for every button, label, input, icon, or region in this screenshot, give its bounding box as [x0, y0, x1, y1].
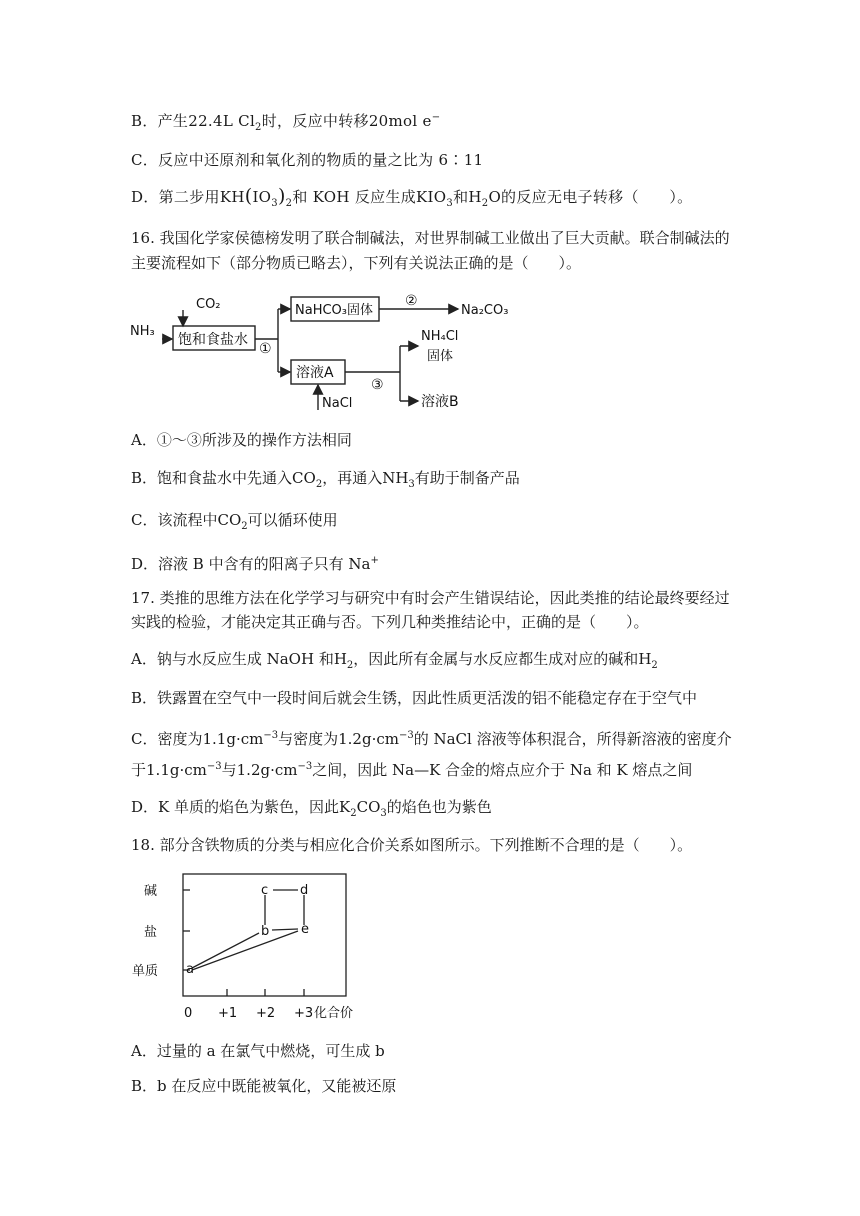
q18-option-b: B．b 在反应中既能被氧化，又能被还原 [131, 1077, 397, 1095]
text: 与密度为 [278, 730, 339, 748]
subscript: 2 [255, 122, 262, 133]
x-label-3: +3 [294, 1006, 314, 1021]
text: A．钠与水反应生成 NaOH 和 [131, 650, 334, 668]
q18-valence-chart [128, 872, 368, 1027]
solid-label: 固体 [427, 349, 454, 364]
text: 的反应无电子转移（ ）。 [501, 188, 693, 206]
density: 1.2g·cm [338, 730, 399, 748]
superscript: −3 [263, 730, 279, 741]
x-label-0: 0 [184, 1006, 193, 1021]
x-label-1: +1 [218, 1006, 238, 1021]
na2co3-label: Na₂CO₃ [461, 303, 509, 318]
text: 22.4L [188, 112, 234, 130]
q16-stem-line2: 主要流程如下（部分物质已略去），下列有关说法正确的是（ ）。 [131, 254, 582, 272]
subscript: 2 [285, 198, 293, 209]
text: 20mol e [368, 112, 432, 130]
subscript: 3 [271, 198, 278, 209]
formula: H [333, 650, 347, 668]
q16-option-b [131, 468, 520, 495]
q18-option-a: A．过量的 a 在氯气中燃烧，可生成 b [131, 1042, 385, 1060]
q17-option-c-line1 [131, 726, 732, 749]
text: 的焰色也为紫色 [386, 798, 492, 816]
text: C．密度为 [131, 730, 203, 748]
a-b-line [192, 933, 259, 968]
b-e-line [272, 929, 298, 930]
text: ，因此所有金属与水反应都生成对应的碱和 [353, 650, 639, 668]
point-a: a [186, 962, 194, 977]
q16-stem-line1: 16. 我国化学家侯德榜发明了联合制碱法，对世界制碱工业做出了巨大贡献。联合制碱法的 [131, 229, 730, 247]
solB-label: 溶液B [421, 394, 459, 410]
q15-option-c: C．反应中还原剂和氧化剂的物质的量之比为 6∶11 [131, 151, 484, 169]
x-axis-title: 化合价 [314, 1006, 354, 1021]
q16-option-d [131, 551, 379, 574]
text: 可以循环使用 [247, 511, 338, 529]
formula: Cl [238, 112, 256, 130]
density: 1.2g·cm [236, 761, 298, 779]
a-e-line [192, 931, 298, 970]
point-d: d [300, 883, 309, 898]
text: B．饱和食盐水中先通入 [131, 469, 293, 487]
q17-option-c-line2 [131, 757, 692, 780]
q16-option-c [131, 510, 338, 537]
y-label-element: 单质 [132, 964, 159, 979]
subscript: 3 [408, 479, 415, 490]
formula: CO [356, 798, 381, 816]
text: 和 KOH 反应生成 [292, 188, 417, 206]
nh3-label: NH₃ [130, 324, 155, 339]
q17-stem-line2: 实践的检验，才能决定其正确与否。下列几种类推结论中，正确的是（ ）。 [131, 613, 649, 631]
subscript: 3 [446, 198, 454, 209]
subscript: 2 [651, 660, 658, 671]
superscript: −3 [297, 761, 313, 772]
subscript: 2 [350, 808, 357, 819]
text: C．该流程中 [131, 511, 218, 529]
nacl-label: NaCl [322, 396, 353, 411]
text: 于 [131, 761, 147, 779]
superscript: + [370, 555, 379, 566]
text: B．产生 [131, 112, 189, 130]
q17-option-d [131, 797, 492, 824]
density: 1.1g·cm [202, 730, 264, 748]
q15-option-b [131, 108, 440, 138]
subscript: 2 [315, 479, 323, 490]
step1-label: ① [259, 341, 272, 357]
q16-option-a: A．①～③所涉及的操作方法相同 [131, 431, 352, 449]
point-e: e [301, 922, 309, 937]
step3-label: ③ [371, 377, 384, 393]
q17-option-a [131, 649, 658, 676]
q16-flow-diagram [128, 288, 509, 420]
formula: KH [219, 188, 245, 206]
superscript: − [431, 112, 441, 123]
formula: KIO [416, 188, 447, 206]
text: D．溶液 B 中含有的阳离子只有 Na [131, 555, 371, 573]
nh4cl-label: NH₄Cl [421, 329, 459, 344]
nahco3-label: NaHCO₃固体 [295, 303, 373, 318]
density: 1.1g·cm [146, 761, 207, 779]
q17-stem-line1: 17. 类推的思维方法在化学学习与研究中有时会产生错误结论，因此类推的结论最终要经过 [131, 589, 730, 607]
paren: ) [277, 185, 286, 207]
formula: H [468, 188, 482, 206]
step2-label: ② [405, 293, 418, 309]
text: 和 [453, 188, 469, 206]
text: ，再通入 [322, 469, 383, 487]
q15-option-d [131, 186, 692, 214]
point-b: b [261, 924, 270, 939]
formula: H [638, 650, 652, 668]
formula: CO [292, 469, 316, 487]
superscript: −3 [398, 730, 414, 741]
co2-label: CO₂ [196, 297, 221, 312]
formula: NH [382, 469, 409, 487]
formula: CO [217, 511, 242, 529]
y-label-salt: 盐 [144, 925, 158, 940]
brine-label: 饱和食盐水 [178, 332, 248, 348]
q18-stem: 18. 部分含铁物质的分类与相应化合价关系如图所示。下列推断不合理的是（ ）。 [131, 836, 693, 854]
text: D．K 单质的焰色为紫色，因此 [131, 798, 340, 816]
subscript: 3 [380, 808, 387, 819]
subscript: 2 [346, 660, 354, 671]
paren: ( [244, 185, 253, 207]
point-c: c [261, 883, 269, 898]
q17-option-b: B．铁露置在空气中一段时间后就会生锈，因此性质更活泼的铝不能稳定存在于空气中 [131, 689, 698, 707]
solA-label: 溶液A [296, 365, 334, 381]
formula: O [488, 188, 502, 206]
subscript: 2 [481, 198, 489, 209]
text: 时，反应中转移 [261, 112, 369, 130]
text: 与 [221, 761, 237, 779]
superscript: −3 [206, 761, 222, 772]
text: D．第二步用 [131, 188, 220, 206]
x-label-2: +2 [256, 1006, 276, 1021]
formula: IO [252, 188, 272, 206]
text: 有助于制备产品 [414, 469, 520, 487]
text: 之间，因此 Na—K 合金的熔点应介于 Na 和 K 熔点之间 [312, 761, 693, 779]
y-label-base: 碱 [144, 884, 158, 899]
subscript: 2 [241, 521, 248, 532]
formula: K [339, 798, 351, 816]
text: 的 NaCl 溶液等体积混合，所得新溶液的密度介 [413, 730, 732, 748]
